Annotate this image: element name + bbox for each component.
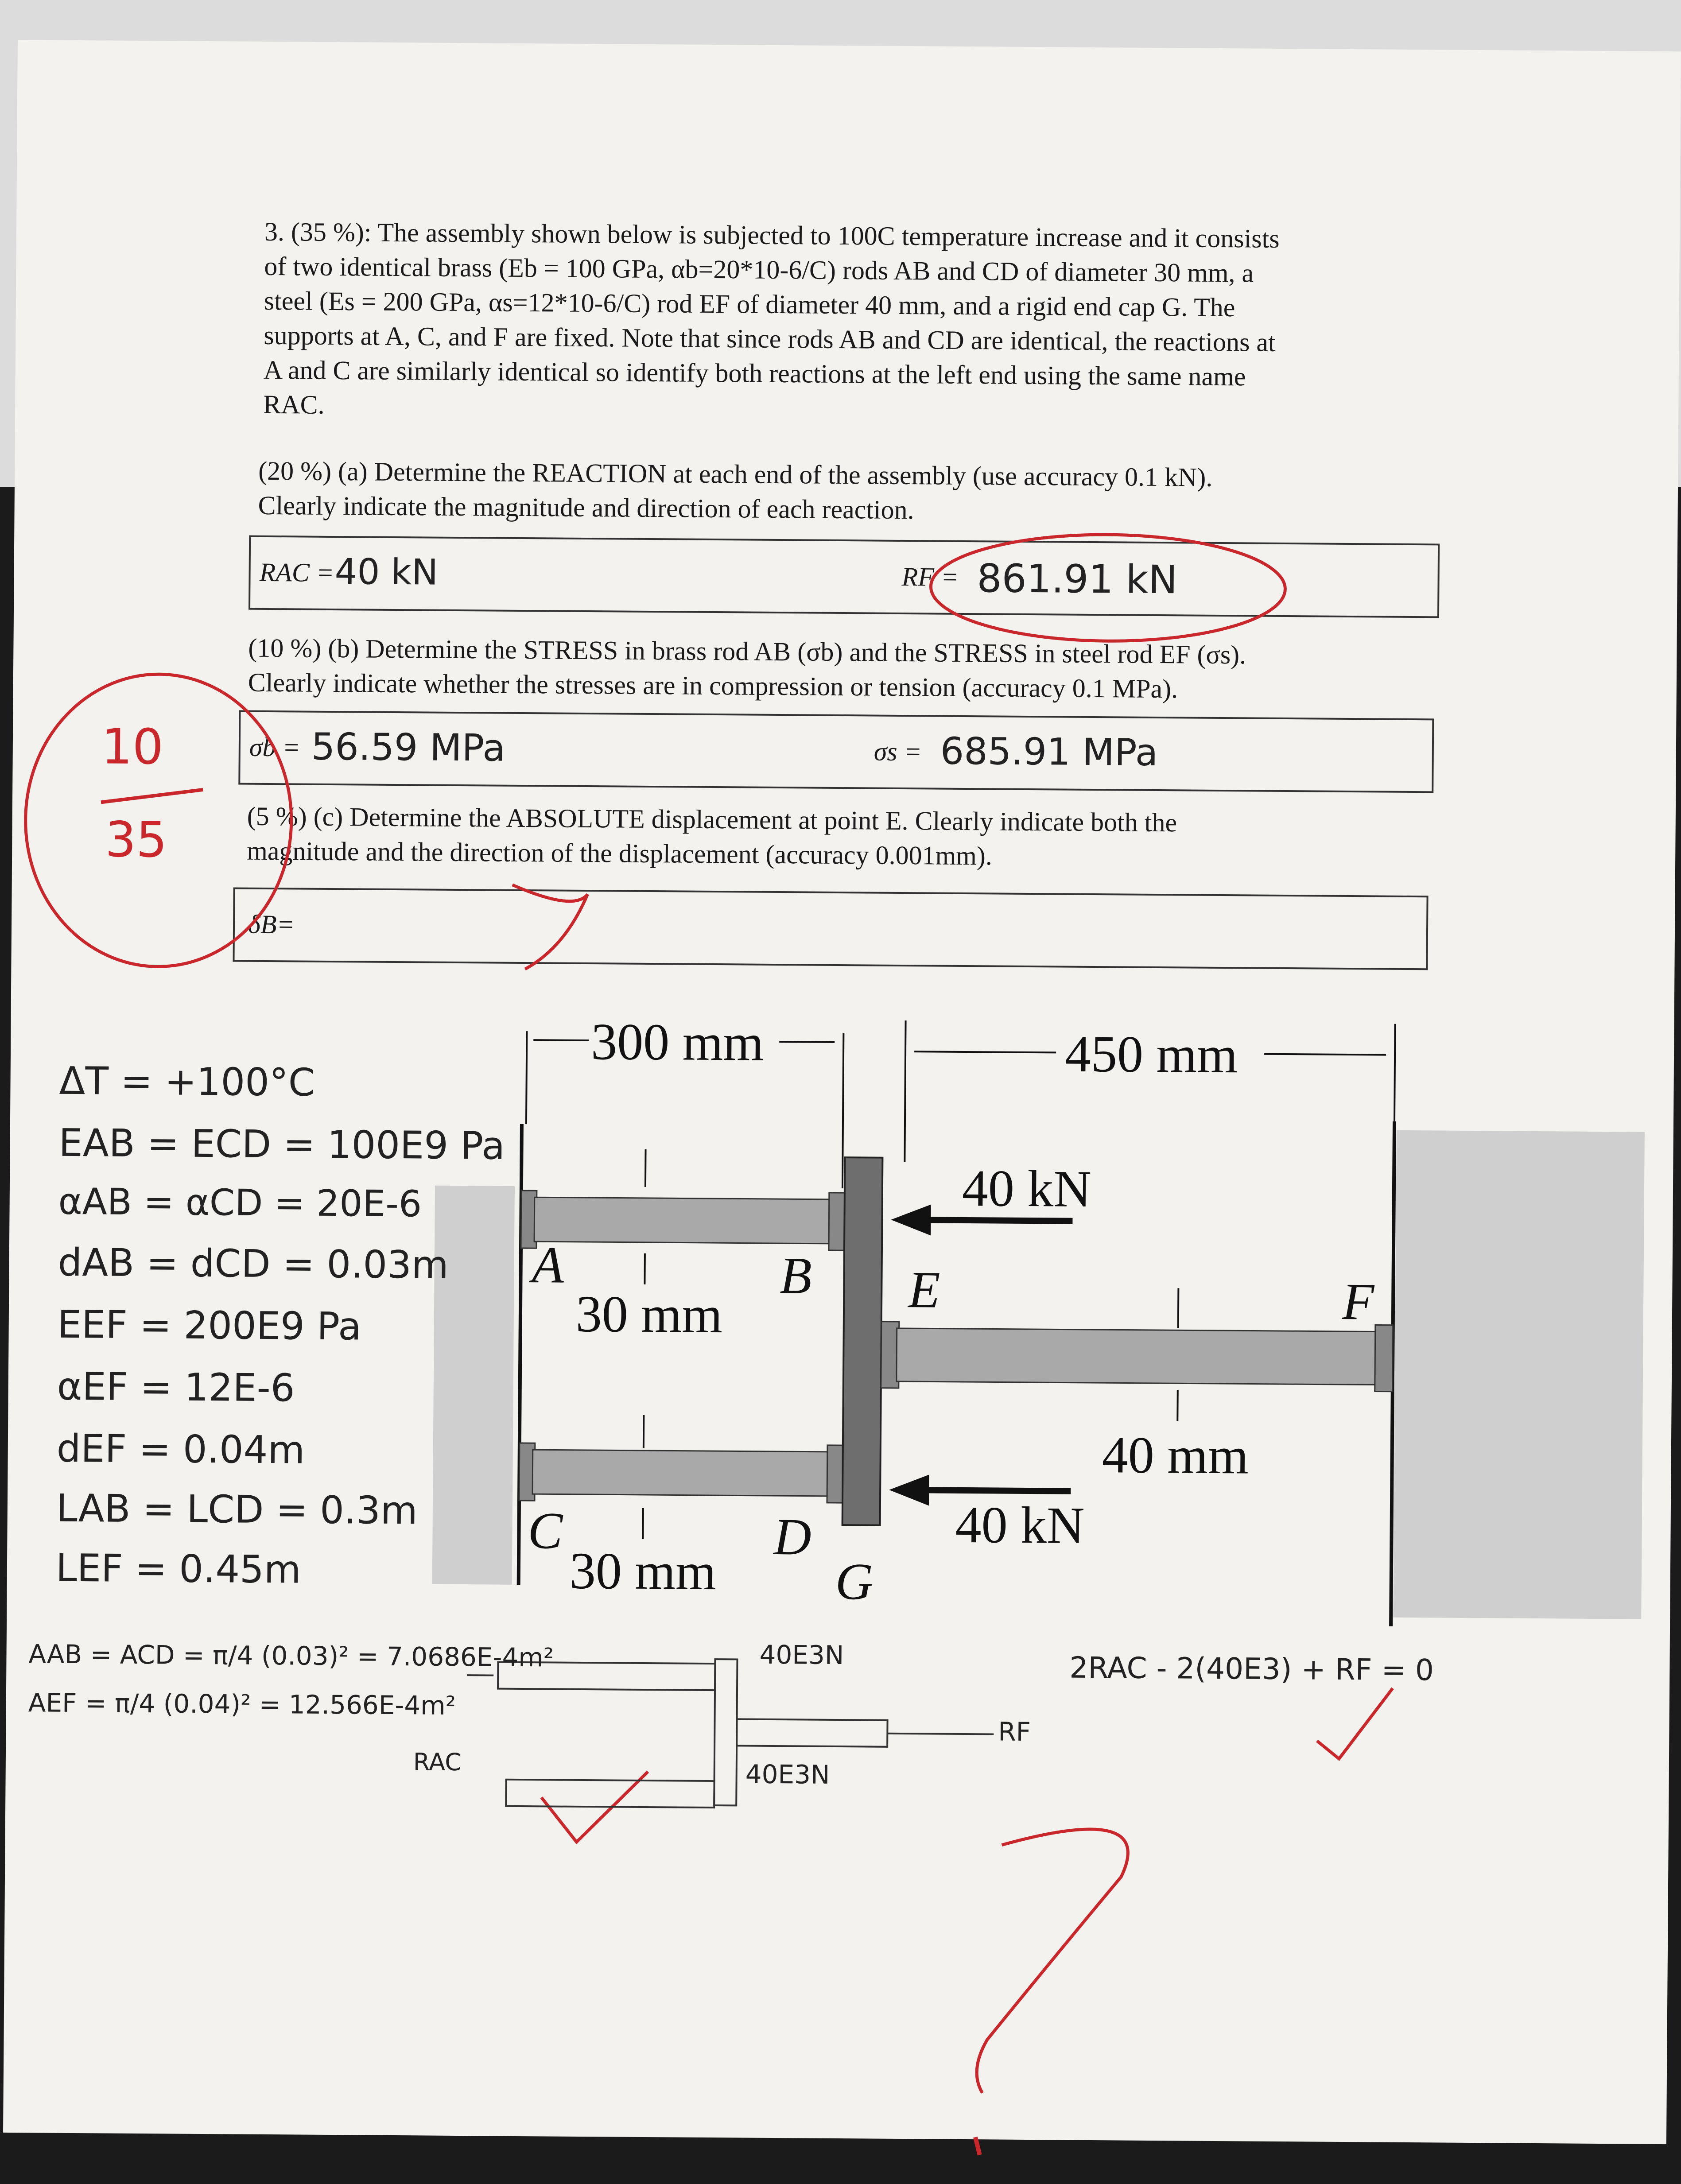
rod-cd <box>532 1450 830 1496</box>
part-b-line: (10 %) (b) Determine the STRESS in brass rod AB (σb) and the STRESS in steel rod EF (σs). <box>248 631 1246 672</box>
problem-line: steel (Es = 200 GPa, αs=12*10-6/C) rod EF of diameter 40 mm, and a rigid end cap G. The <box>264 283 1235 325</box>
worksheet-page <box>3 40 1681 2144</box>
red-mark <box>512 885 587 970</box>
work-line: dAB = dCD = 0.03m <box>58 1241 449 1288</box>
rf-answer-circle <box>931 533 1286 642</box>
fbd-load-top: 40E3N <box>759 1640 844 1670</box>
point-d-label: D <box>773 1507 811 1567</box>
sb-answer: 56.59 MPa <box>311 725 506 770</box>
question-mark-icon <box>977 1828 1128 2094</box>
rod-cd-right-flange <box>827 1445 843 1503</box>
problem-line: RAC. <box>263 387 325 422</box>
work-line: αAB = αCD = 20E-6 <box>58 1181 422 1226</box>
fbd-rod-bottom <box>506 1780 714 1808</box>
work-line: EAB = ECD = 100E9 Pa <box>58 1121 505 1168</box>
work-line: AEF = π/4 (0.04)² = 12.566E-4m² <box>28 1687 456 1721</box>
fbd-rf-label: RF <box>998 1717 1031 1747</box>
dia-label-cd: 30 mm <box>569 1541 716 1602</box>
load-arrow-top <box>922 1220 1072 1221</box>
grade-fraction-bar <box>101 789 203 803</box>
problem-line: of two identical brass (Eb = 100 GPa, αb=20*10-6/C) rods AB and CD of diameter 30 mm, a <box>264 249 1254 291</box>
point-g-label: G <box>835 1552 873 1612</box>
point-b-label: B <box>780 1245 812 1306</box>
rod-ef <box>897 1328 1378 1385</box>
rf-answer: 861.91 kN <box>977 555 1177 602</box>
assembly-figure <box>3 40 1681 2184</box>
equilibrium-equation: 2RAC - 2(40E3) + RF = 0 <box>1069 1651 1434 1687</box>
rac-answer: 40 kN <box>334 551 438 593</box>
work-line: EEF = 200E9 Pa <box>57 1303 361 1349</box>
load-arrowhead-bottom <box>889 1474 929 1506</box>
rf-label: RF = <box>901 559 959 594</box>
dim-tick <box>526 1031 527 1124</box>
load-arrow-bottom <box>920 1490 1071 1491</box>
problem-line: A and C are similarly identical so identify both reactions at the left end using the same name <box>264 353 1246 394</box>
problem-line: supports at A, C, and F are fixed. Note that since rods AB and CD are identical, the reactions at <box>264 318 1276 360</box>
checkmark-icon <box>1317 1688 1393 1759</box>
load-label-bottom: 40 kN <box>955 1495 1085 1556</box>
question-mark-dot <box>975 2137 980 2155</box>
db-label: δB= <box>248 907 295 942</box>
work-line: αEF = 12E-6 <box>57 1365 295 1411</box>
dia-label-ab: 30 mm <box>575 1284 722 1345</box>
load-arrowhead-top <box>891 1204 931 1236</box>
problem-line: 3. (35 %): The assembly shown below is subjected to 100C temperature increase and it consists <box>264 214 1280 256</box>
point-a-label: A <box>532 1235 564 1296</box>
grade-score: 10 <box>101 718 163 775</box>
rod-ef-right-flange <box>1375 1325 1393 1391</box>
point-c-label: C <box>528 1501 563 1561</box>
point-f-label: F <box>1342 1272 1374 1332</box>
fbd-cap <box>714 1659 737 1805</box>
dim-tick <box>1394 1024 1395 1121</box>
work-line: LEF = 0.45m <box>56 1546 301 1592</box>
work-line: dEF = 0.04m <box>56 1427 305 1473</box>
rigid-end-cap-g <box>842 1157 883 1525</box>
ss-label: σs = <box>874 734 922 769</box>
load-label-top: 40 kN <box>962 1158 1091 1219</box>
fbd-load-bottom: 40E3N <box>745 1759 830 1790</box>
work-line: LAB = LCD = 0.3m <box>56 1486 418 1533</box>
part-c-line: magnitude and the direction of the displacement (accuracy 0.001mm). <box>247 834 992 873</box>
dim-label-300: 300 mm <box>591 1012 764 1073</box>
dia-tick <box>1178 1288 1179 1328</box>
dim-tick <box>842 1033 843 1188</box>
rac-label: RAC = <box>259 555 334 590</box>
fbd-rod-ef <box>737 1719 887 1746</box>
dim-line <box>1264 1054 1386 1055</box>
dia-tick <box>645 1149 646 1187</box>
ss-answer: 685.91 MPa <box>940 729 1158 774</box>
part-c-line: (5 %) (c) Determine the ABSOLUTE displacement at point E. Clearly indicate both the <box>247 799 1177 840</box>
dim-line <box>914 1051 1056 1052</box>
part-a-line: (20 %) (a) Determine the REACTION at each end of the assembly (use accuracy 0.1 kN). <box>258 454 1213 495</box>
grade-total: 35 <box>105 811 167 868</box>
sb-label: σb = <box>249 730 301 765</box>
rod-ab-right-flange <box>829 1193 845 1250</box>
dia-label-ef: 40 mm <box>1102 1425 1249 1486</box>
grade-circle <box>24 673 292 967</box>
dim-label-450: 450 mm <box>1065 1024 1238 1086</box>
part-a-line: Clearly indicate the magnitude and direction of each reaction. <box>258 488 914 527</box>
point-e-label: E <box>908 1260 940 1320</box>
work-line: ΔT = +100°C <box>59 1059 315 1105</box>
rod-ab <box>534 1197 831 1244</box>
part-b-line: Clearly indicate whether the stresses are in compression or tension (accuracy 0.1 MPa). <box>248 665 1178 706</box>
right-wall-fill <box>1393 1130 1645 1619</box>
work-line: AAB = ACD = π/4 (0.03)² = 7.0686E-4m² <box>28 1639 554 1672</box>
fbd-rac-label: RAC <box>413 1748 462 1776</box>
